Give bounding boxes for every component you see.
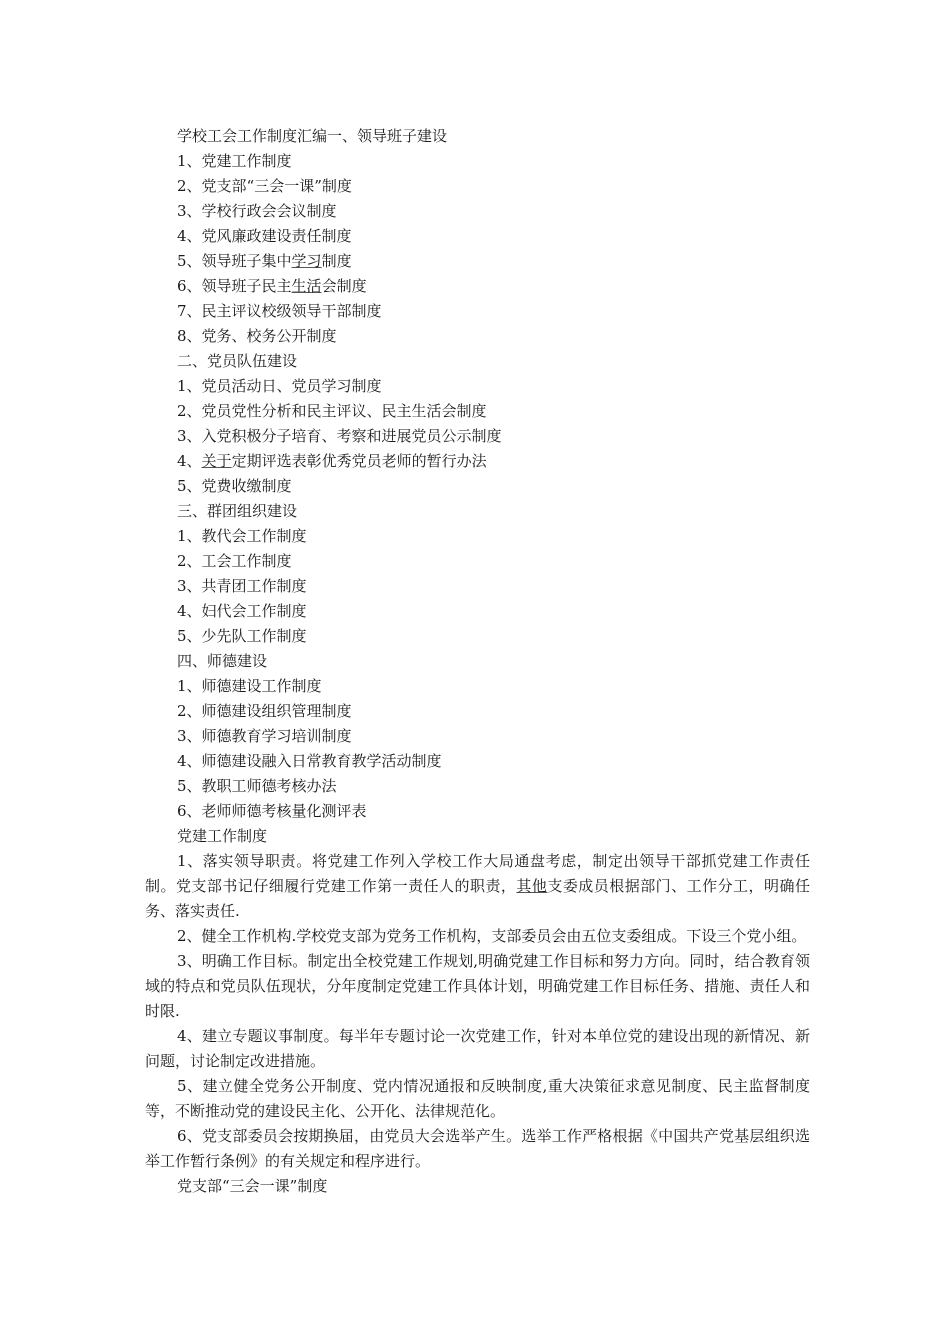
list-item: 3、共青团工作制度 <box>177 577 307 595</box>
list-item: 3、入党积极分子培育、考察和进展党员公示制度 <box>177 427 502 445</box>
list-item: 5、党费收缴制度 <box>177 477 292 495</box>
list-item: 5、教职工师德考核办法 <box>177 777 337 795</box>
study-link[interactable]: 学习 <box>291 252 322 270</box>
paragraph: 3、明确工作目标。制定出全校党建工作规划,明确党建工作目标和努力方向。同时，结合教育领域的特点和党员队伍现状，分年度制定党建工作具体计划，明确党建工作目标任务、措施、责任人和时限. <box>145 952 810 1020</box>
section-heading: 党支部“三会一课”制度 <box>177 1177 328 1195</box>
list-item: 8、党务、校务公开制度 <box>177 327 337 345</box>
list-item: 2、党员党性分析和民主评议、民主生活会制度 <box>177 402 487 420</box>
section-heading: 二、党员队伍建设 <box>177 352 298 370</box>
document-title: 学校工会工作制度汇编一、领导班子建设 <box>177 127 448 145</box>
list-item: 4、妇代会工作制度 <box>177 602 307 620</box>
list-item: 3、学校行政会会议制度 <box>177 202 337 220</box>
list-item: 1、教代会工作制度 <box>177 527 307 545</box>
list-item: 6、老师师德考核量化测评表 <box>177 802 367 820</box>
list-item: 1、师德建设工作制度 <box>177 677 322 695</box>
list-item <box>145 449 810 474</box>
document-body <box>145 124 810 1199</box>
list-item: 1、党建工作制度 <box>177 152 292 170</box>
life-link[interactable]: 生活 <box>291 277 322 295</box>
paragraph: 4、建立专题议事制度。每半年专题讨论一次党建工作，针对本单位党的建设出现的新情况、新问题，讨论制定改进措施。 <box>145 1027 810 1070</box>
other-link[interactable]: 其他 <box>516 877 548 895</box>
list-item: 5、少先队工作制度 <box>177 627 307 645</box>
section-heading: 党建工作制度 <box>177 827 268 845</box>
list-item <box>145 249 810 274</box>
section-heading: 三、群团组织建设 <box>177 502 298 520</box>
paragraph: 6、党支部委员会按期换届，由党员大会选举产生。选举工作严格根据《中国共产党基层组织选举工作暂行条例》的有关规定和程序进行。 <box>145 1127 810 1170</box>
list-item: 1、党员活动日、党员学习制度 <box>177 377 382 395</box>
paragraph: 2、健全工作机构.学校党支部为党务工作机构，支部委员会由五位支委组成。下设三个党小组。 <box>177 927 807 945</box>
paragraph: 5、建立健全党务公开制度、党内情况通报和反映制度,重大决策征求意见制度、民主监督制度等，不断推动党的建设民主化、公开化、法律规范化。 <box>145 1077 810 1120</box>
list-item-text: 6、领导班子民主 <box>177 277 292 295</box>
list-item: 3、师德教育学习培训制度 <box>177 727 352 745</box>
paragraph <box>145 849 810 924</box>
list-item: 2、党支部“三会一课”制度 <box>177 177 352 195</box>
list-item-text: 定期评选表彰优秀党员老师的暂行办法 <box>231 452 487 470</box>
list-item: 4、党风廉政建设责任制度 <box>177 227 352 245</box>
list-item: 4、师德建设融入日常教育教学活动制度 <box>177 752 442 770</box>
list-item <box>145 274 810 299</box>
about-link[interactable]: 关于 <box>201 452 232 470</box>
paragraph-text: 支委成员根据部门、工作分工，明确任务、落实责任. <box>145 877 810 920</box>
list-item-text: 5、领导班子集中 <box>177 252 292 270</box>
paragraph-text: 1、落实领导职责。将党建工作列入学校工作大局通盘考虑，制定出领导干部抓党建工作责任制。党支部书记仔细履行党建工作第一责任人的职责， <box>145 852 810 895</box>
list-item: 2、工会工作制度 <box>177 552 292 570</box>
section-heading: 四、师德建设 <box>177 652 268 670</box>
list-item: 7、民主评议校级领导干部制度 <box>177 302 382 320</box>
list-item: 2、师德建设组织管理制度 <box>177 702 352 720</box>
list-item-text: 会制度 <box>321 277 367 295</box>
list-item-text: 4、 <box>177 452 202 470</box>
list-item-text: 制度 <box>321 252 352 270</box>
